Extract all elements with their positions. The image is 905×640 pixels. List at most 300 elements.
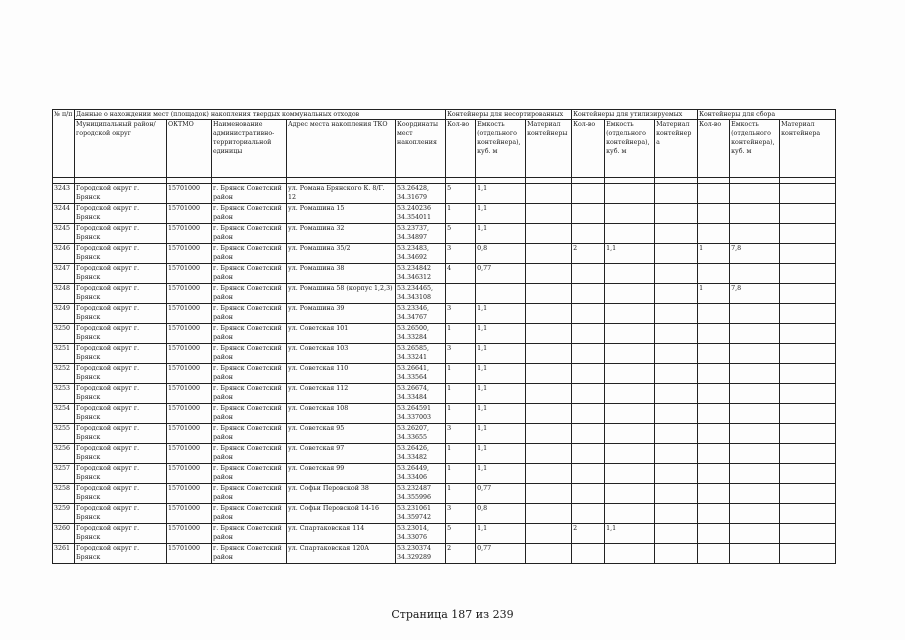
cell-oktmo: 15701000 [167, 544, 212, 564]
table-row [53, 304, 836, 324]
cell-count: 2 [446, 544, 476, 564]
cell-address: ул. Софьи Перовской 38 [287, 484, 396, 504]
cell-count: 1 [446, 324, 476, 344]
cell-oktmo: 15701000 [167, 184, 212, 204]
cell-capacity-collection [730, 304, 780, 324]
cell-capacity: 1,1 [476, 344, 526, 364]
cell-count-recyclable [572, 464, 605, 484]
cell-material [526, 404, 572, 424]
cell-capacity-collection [730, 364, 780, 384]
cell-capacity-recyclable [605, 444, 655, 464]
cell-capacity-collection [730, 384, 780, 404]
cell-capacity-collection: 7,8 [730, 244, 780, 264]
cell-admin-unit: г. Брянск Советский район [212, 404, 287, 424]
cell-admin-unit: г. Брянск Советский район [212, 524, 287, 544]
cell-count: 3 [446, 504, 476, 524]
cell-address: ул. Советская 99 [287, 464, 396, 484]
cell-oktmo: 15701000 [167, 324, 212, 344]
cell-capacity-collection: 7,8 [730, 284, 780, 304]
cell-material-recyclable [655, 204, 698, 224]
cell-count-recyclable [572, 544, 605, 564]
cell-admin-unit: г. Брянск Советский район [212, 544, 287, 564]
cell-material-collection [780, 364, 836, 384]
cell-count-collection: 1 [698, 244, 730, 264]
cell-address: ул. Советская 101 [287, 324, 396, 344]
cell-municipality: Городской округ г. Брянск [75, 224, 167, 244]
header-group-collection: Контейнеры для сбора [698, 110, 836, 120]
cell-material [526, 264, 572, 284]
cell-capacity-recyclable [605, 324, 655, 344]
cell-material-recyclable [655, 404, 698, 424]
cell-count-collection [698, 464, 730, 484]
cell-material-recyclable [655, 484, 698, 504]
cell-admin-unit: г. Брянск Советский район [212, 484, 287, 504]
cell-material [526, 524, 572, 544]
cell-capacity: 0,77 [476, 264, 526, 284]
table-row [53, 204, 836, 224]
table-row [53, 444, 836, 464]
cell-count-recyclable [572, 484, 605, 504]
cell-capacity: 0,8 [476, 244, 526, 264]
cell-count: 5 [446, 224, 476, 244]
header-row-groups [53, 110, 836, 120]
cell-count: 1 [446, 484, 476, 504]
cell-capacity: 1,1 [476, 384, 526, 404]
cell-count-recyclable: 2 [572, 524, 605, 544]
cell-capacity: 1,1 [476, 324, 526, 344]
cell-capacity-collection [730, 544, 780, 564]
cell-count: 3 [446, 244, 476, 264]
cell-count-recyclable [572, 284, 605, 304]
cell-municipality: Городской округ г. Брянск [75, 364, 167, 384]
cell-count: 1 [446, 364, 476, 384]
cell-address: ул. Спартаковская 120А [287, 544, 396, 564]
cell-material-collection [780, 464, 836, 484]
cell-oktmo: 15701000 [167, 464, 212, 484]
header-count-collection: Кол-во [698, 120, 730, 178]
cell-material-collection [780, 264, 836, 284]
cell-capacity: 1,1 [476, 464, 526, 484]
cell-capacity-recyclable [605, 264, 655, 284]
cell-material-recyclable [655, 324, 698, 344]
cell-coords: 53.26641, 34.33564 [396, 364, 446, 384]
cell-material-recyclable [655, 184, 698, 204]
cell-material-collection [780, 224, 836, 244]
cell-capacity-collection [730, 404, 780, 424]
table-row [53, 324, 836, 344]
cell-number: 3246 [53, 244, 75, 264]
cell-material-collection [780, 484, 836, 504]
cell-material-recyclable [655, 444, 698, 464]
cell-capacity-collection [730, 324, 780, 344]
cell-count-collection [698, 524, 730, 544]
cell-municipality: Городской округ г. Брянск [75, 344, 167, 364]
cell-material-recyclable [655, 384, 698, 404]
header-no: № п/п [53, 110, 75, 178]
cell-capacity-collection [730, 424, 780, 444]
cell-capacity-recyclable: 1,1 [605, 244, 655, 264]
cell-capacity: 1,1 [476, 304, 526, 324]
cell-coords: 53.26585, 34.33241 [396, 344, 446, 364]
cell-coords: 53.23737, 34.34897 [396, 224, 446, 244]
cell-capacity-collection [730, 224, 780, 244]
cell-material-collection [780, 304, 836, 324]
cell-admin-unit: г. Брянск Советский район [212, 364, 287, 384]
cell-capacity-recyclable: 1,1 [605, 524, 655, 544]
cell-municipality: Городской округ г. Брянск [75, 284, 167, 304]
cell-oktmo: 15701000 [167, 504, 212, 524]
cell-number: 3247 [53, 264, 75, 284]
cell-count-recyclable [572, 204, 605, 224]
cell-count-collection [698, 444, 730, 464]
cell-count: 1 [446, 204, 476, 224]
cell-count: 1 [446, 444, 476, 464]
header-count-recyclable: Кол-во [572, 120, 605, 178]
cell-number: 3251 [53, 344, 75, 364]
table-row [53, 404, 836, 424]
cell-oktmo: 15701000 [167, 284, 212, 304]
cell-coords: 53.26207, 34.33655 [396, 424, 446, 444]
cell-oktmo: 15701000 [167, 364, 212, 384]
cell-number: 3259 [53, 504, 75, 524]
cell-municipality: Городской округ г. Брянск [75, 264, 167, 284]
cell-number: 3252 [53, 364, 75, 384]
cell-material [526, 484, 572, 504]
cell-address: ул. Ромашина 35/2 [287, 244, 396, 264]
cell-oktmo: 15701000 [167, 424, 212, 444]
cell-count-recyclable [572, 224, 605, 244]
header-group-unsorted: Контейнеры для несортированных [446, 110, 572, 120]
cell-admin-unit: г. Брянск Советский район [212, 224, 287, 244]
cell-oktmo: 15701000 [167, 404, 212, 424]
cell-coords: 53.26426, 34.33482 [396, 444, 446, 464]
cell-oktmo: 15701000 [167, 384, 212, 404]
table-row [53, 344, 836, 364]
cell-number: 3244 [53, 204, 75, 224]
header-group-recyclable: Контейнеры для утилизируемых [572, 110, 698, 120]
cell-capacity-collection [730, 344, 780, 364]
cell-capacity: 1,1 [476, 204, 526, 224]
cell-address: ул. Ромашина 32 [287, 224, 396, 244]
cell-capacity: 1,1 [476, 184, 526, 204]
cell-coords: 53.23483, 34.34692 [396, 244, 446, 264]
cell-material-collection [780, 404, 836, 424]
cell-admin-unit: г. Брянск Советский район [212, 444, 287, 464]
cell-material-collection [780, 524, 836, 544]
cell-count-collection [698, 184, 730, 204]
table-row [53, 544, 836, 564]
cell-address: ул. Советская 97 [287, 444, 396, 464]
cell-municipality: Городской округ г. Брянск [75, 464, 167, 484]
cell-number: 3257 [53, 464, 75, 484]
header-address: Адрес места накопления ТКО [287, 120, 396, 178]
cell-capacity-collection [730, 204, 780, 224]
cell-count-collection [698, 304, 730, 324]
cell-capacity: 0,8 [476, 504, 526, 524]
cell-coords: 53.230374 34.329289 [396, 544, 446, 564]
header-row-columns [53, 120, 836, 178]
cell-count-recyclable [572, 344, 605, 364]
cell-coords: 53.26674, 34.33484 [396, 384, 446, 404]
cell-material-recyclable [655, 244, 698, 264]
cell-coords: 53.264591 34.337003 [396, 404, 446, 424]
cell-material [526, 204, 572, 224]
cell-material [526, 304, 572, 324]
cell-count-collection [698, 224, 730, 244]
cell-material [526, 224, 572, 244]
cell-material-recyclable [655, 344, 698, 364]
cell-capacity: 1,1 [476, 224, 526, 244]
cell-material-collection [780, 204, 836, 224]
table-row [53, 184, 836, 204]
cell-material-recyclable [655, 544, 698, 564]
cell-coords: 53.26428, 34.31679 [396, 184, 446, 204]
cell-oktmo: 15701000 [167, 264, 212, 284]
cell-count-collection [698, 264, 730, 284]
cell-coords: 53.232487 34.355996 [396, 484, 446, 504]
cell-capacity: 1,1 [476, 364, 526, 384]
cell-count-collection [698, 504, 730, 524]
cell-capacity-recyclable [605, 424, 655, 444]
cell-capacity: 0,77 [476, 544, 526, 564]
cell-municipality: Городской округ г. Брянск [75, 504, 167, 524]
cell-count: 1 [446, 384, 476, 404]
page-number: Страница 187 из 239 [391, 608, 514, 621]
cell-address: ул. Советская 103 [287, 344, 396, 364]
table-row [53, 244, 836, 264]
cell-number: 3245 [53, 224, 75, 244]
cell-admin-unit: г. Брянск Советский район [212, 344, 287, 364]
cell-material [526, 324, 572, 344]
cell-oktmo: 15701000 [167, 524, 212, 544]
cell-oktmo: 15701000 [167, 244, 212, 264]
cell-number: 3254 [53, 404, 75, 424]
cell-municipality: Городской округ г. Брянск [75, 544, 167, 564]
header-material: Материал контейнеры [526, 120, 572, 178]
cell-material-recyclable [655, 264, 698, 284]
cell-material [526, 444, 572, 464]
cell-count-recyclable [572, 384, 605, 404]
cell-municipality: Городской округ г. Брянск [75, 444, 167, 464]
cell-material-collection [780, 344, 836, 364]
cell-address: ул. Советская 110 [287, 364, 396, 384]
cell-material-recyclable [655, 224, 698, 244]
cell-municipality: Городской округ г. Брянск [75, 404, 167, 424]
cell-oktmo: 15701000 [167, 204, 212, 224]
header-capacity-collection: Емкость (отдельного контейнера), куб. м [730, 120, 780, 178]
cell-capacity-recyclable [605, 204, 655, 224]
cell-material [526, 244, 572, 264]
cell-number: 3261 [53, 544, 75, 564]
cell-count-recyclable: 2 [572, 244, 605, 264]
table-row [53, 424, 836, 444]
cell-capacity-recyclable [605, 184, 655, 204]
cell-admin-unit: г. Брянск Советский район [212, 204, 287, 224]
cell-count-collection [698, 384, 730, 404]
cell-material [526, 184, 572, 204]
cell-capacity-recyclable [605, 404, 655, 424]
cell-coords: 53.234465, 34.343108 [396, 284, 446, 304]
cell-count: 4 [446, 264, 476, 284]
cell-admin-unit: г. Брянск Советский район [212, 284, 287, 304]
cell-municipality: Городской округ г. Брянск [75, 204, 167, 224]
cell-count: 1 [446, 404, 476, 424]
cell-capacity-recyclable [605, 384, 655, 404]
cell-address: ул. Ромашина 58 (корпус 1,2,3) [287, 284, 396, 304]
cell-material-collection [780, 504, 836, 524]
cell-municipality: Городской округ г. Брянск [75, 424, 167, 444]
cell-count-collection [698, 324, 730, 344]
cell-material-recyclable [655, 424, 698, 444]
cell-capacity-collection [730, 524, 780, 544]
cell-count: 5 [446, 184, 476, 204]
cell-material-collection [780, 444, 836, 464]
cell-material [526, 544, 572, 564]
cell-capacity [476, 284, 526, 304]
cell-coords: 53.26500, 34.33284 [396, 324, 446, 344]
cell-admin-unit: г. Брянск Советский район [212, 504, 287, 524]
cell-material-recyclable [655, 304, 698, 324]
cell-capacity-collection [730, 264, 780, 284]
cell-address: ул. Романа Брянского К. 8/Г. 12 [287, 184, 396, 204]
cell-count-collection [698, 484, 730, 504]
cell-admin-unit: г. Брянск Советский район [212, 464, 287, 484]
cell-material [526, 364, 572, 384]
cell-capacity-collection [730, 504, 780, 524]
cell-number: 3258 [53, 484, 75, 504]
cell-count: 3 [446, 344, 476, 364]
cell-capacity: 1,1 [476, 444, 526, 464]
cell-material-collection [780, 244, 836, 264]
cell-oktmo: 15701000 [167, 304, 212, 324]
cell-oktmo: 15701000 [167, 484, 212, 504]
cell-address: ул. Ромашина 39 [287, 304, 396, 324]
cell-address: ул. Советская 95 [287, 424, 396, 444]
table-row [53, 384, 836, 404]
cell-material [526, 464, 572, 484]
register-table [52, 109, 836, 564]
cell-municipality: Городской округ г. Брянск [75, 484, 167, 504]
cell-material-recyclable [655, 284, 698, 304]
cell-capacity-collection [730, 484, 780, 504]
cell-material-recyclable [655, 464, 698, 484]
cell-coords: 53.26449, 34.33406 [396, 464, 446, 484]
cell-capacity-recyclable [605, 344, 655, 364]
cell-coords: 53.23014, 34.33076 [396, 524, 446, 544]
table-row [53, 264, 836, 284]
cell-material-recyclable [655, 364, 698, 384]
cell-oktmo: 15701000 [167, 224, 212, 244]
cell-count: 3 [446, 424, 476, 444]
cell-admin-unit: г. Брянск Советский район [212, 244, 287, 264]
cell-capacity-recyclable [605, 484, 655, 504]
header-capacity: Емкость (отдельного контейнера), куб. м [476, 120, 526, 178]
cell-capacity-collection [730, 464, 780, 484]
cell-admin-unit: г. Брянск Советский район [212, 424, 287, 444]
cell-material-collection [780, 384, 836, 404]
cell-oktmo: 15701000 [167, 344, 212, 364]
cell-count-recyclable [572, 504, 605, 524]
cell-address: ул. Софьи Перовской 14-16 [287, 504, 396, 524]
cell-count-recyclable [572, 424, 605, 444]
cell-municipality: Городской округ г. Брянск [75, 244, 167, 264]
cell-capacity-recyclable [605, 284, 655, 304]
cell-oktmo: 15701000 [167, 444, 212, 464]
cell-count [446, 284, 476, 304]
cell-admin-unit: г. Брянск Советский район [212, 324, 287, 344]
cell-coords: 53.231061 34.359742 [396, 504, 446, 524]
cell-capacity: 1,1 [476, 404, 526, 424]
table-row [53, 364, 836, 384]
cell-count-recyclable [572, 324, 605, 344]
cell-capacity-recyclable [605, 544, 655, 564]
cell-number: 3255 [53, 424, 75, 444]
cell-material-collection [780, 284, 836, 304]
cell-count-collection [698, 404, 730, 424]
cell-material-collection [780, 324, 836, 344]
cell-coords: 53.23346, 34.34767 [396, 304, 446, 324]
cell-count-recyclable [572, 404, 605, 424]
table-row [53, 484, 836, 504]
cell-capacity-recyclable [605, 304, 655, 324]
cell-number: 3243 [53, 184, 75, 204]
table-row [53, 464, 836, 484]
cell-material [526, 384, 572, 404]
header-admin-unit: Наименование административно-территориальной единицы [212, 120, 287, 178]
cell-municipality: Городской округ г. Брянск [75, 304, 167, 324]
cell-capacity-recyclable [605, 464, 655, 484]
cell-material-collection [780, 184, 836, 204]
cell-count: 1 [446, 464, 476, 484]
cell-address: ул. Ромашина 15 [287, 204, 396, 224]
cell-count-recyclable [572, 364, 605, 384]
header-material-collection: Материал контейнера [780, 120, 836, 178]
cell-number: 3260 [53, 524, 75, 544]
cell-material-collection [780, 424, 836, 444]
cell-count-collection [698, 364, 730, 384]
cell-number: 3256 [53, 444, 75, 464]
header-group-location: Данные о нахождении мест (площадок) накопления твердых коммунальных отходов [75, 110, 446, 120]
cell-material [526, 424, 572, 444]
cell-address: ул. Советская 112 [287, 384, 396, 404]
cell-count-collection [698, 344, 730, 364]
cell-coords: 53.234842 34.346312 [396, 264, 446, 284]
cell-address: ул. Советская 108 [287, 404, 396, 424]
header-count: Кол-во [446, 120, 476, 178]
cell-capacity-recyclable [605, 224, 655, 244]
cell-count-collection [698, 424, 730, 444]
cell-municipality: Городской округ г. Брянск [75, 384, 167, 404]
cell-capacity: 1,1 [476, 524, 526, 544]
header-oktmo: ОКТМО [167, 120, 212, 178]
cell-capacity-collection [730, 184, 780, 204]
cell-count-recyclable [572, 184, 605, 204]
cell-count-recyclable [572, 444, 605, 464]
cell-capacity-recyclable [605, 364, 655, 384]
cell-count-recyclable [572, 264, 605, 284]
cell-count: 3 [446, 304, 476, 324]
cell-address: ул. Спартаковская 114 [287, 524, 396, 544]
cell-number: 3248 [53, 284, 75, 304]
cell-admin-unit: г. Брянск Советский район [212, 184, 287, 204]
cell-number: 3249 [53, 304, 75, 324]
cell-admin-unit: г. Брянск Советский район [212, 264, 287, 284]
cell-capacity: 0,77 [476, 484, 526, 504]
header-material-recyclable: Материал контейнер а [655, 120, 698, 178]
cell-count-collection [698, 204, 730, 224]
cell-count: 5 [446, 524, 476, 544]
header-municipality: Муниципальный район/городской округ [75, 120, 167, 178]
